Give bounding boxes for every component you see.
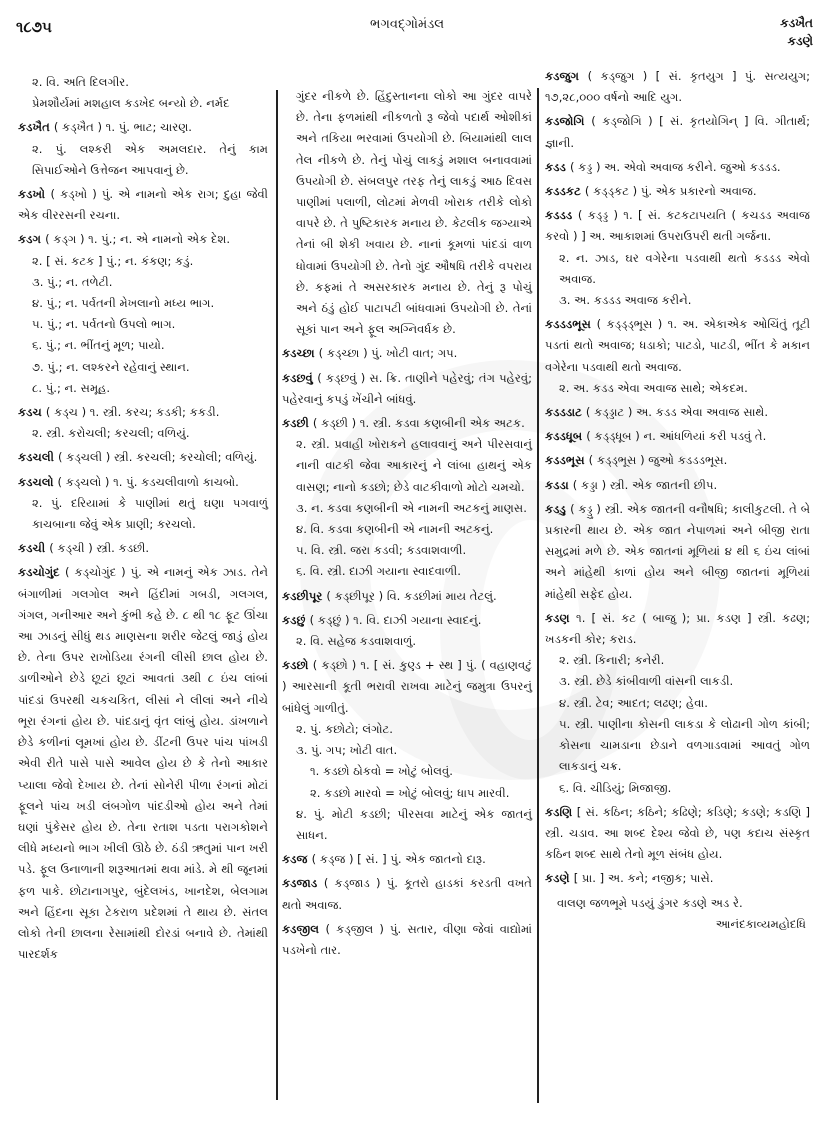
dictionary-entry bbox=[18, 447, 268, 468]
headword: કડછીપૂર bbox=[282, 588, 327, 603]
column-left bbox=[18, 72, 268, 968]
sense-line: ૮. પું.; ન. સમૂહ. bbox=[32, 380, 111, 395]
sense-line: ૨. કડછો મારવો = ખોટું બોલવું; ધાપ મારવી. bbox=[310, 785, 510, 800]
column-divider-left bbox=[276, 90, 278, 1100]
entry-first-line bbox=[18, 402, 268, 423]
dictionary-entry bbox=[545, 450, 810, 471]
definition-text: ( કડ્ડ ) અ. એવો અવાજ કરીને. જુઓ કડડડ. bbox=[569, 159, 781, 174]
entry-first-line bbox=[282, 368, 532, 410]
headword: કડછવું bbox=[282, 370, 318, 385]
sense-line: ૨. અ. કડડ એવા અવાજ સાથે; એકદમ. bbox=[559, 380, 748, 395]
entry-first-line bbox=[18, 538, 268, 559]
dictionary-entry bbox=[282, 655, 532, 846]
entry-first-line bbox=[545, 402, 810, 423]
column-divider-right bbox=[537, 88, 539, 1103]
sense-line: ૫. સ્ત્રી. પાણીના કોસની લાકડા કે લોઢાની ગોળ કાંબી; કોસના ચામડાના છેડાને વળગાડવામાં આવતું ગોળ લાકડાનું ચક્ર. bbox=[559, 716, 810, 774]
sense-line: ૩. પું. ગપ; ખોટી વાત. bbox=[296, 743, 398, 758]
headword: કડખો bbox=[18, 187, 51, 202]
definition-text: ( કડ્ડ્ડ ) ૧. [ સં. કટકટાપયતિ ( કચડડ અવાજ કરવો ) ] અ. આકાશમાં ઉપરાઉપરી થતી ગર્જના. bbox=[545, 208, 810, 244]
sense-line: ૨. પું. દરિયામાં કે પાણીમાં થતું ઘણા પગવાળું કાચબાના જેવું એક પ્રાણી; કરચલો. bbox=[32, 495, 268, 532]
sense-line: ૩. ન. કડવા કણબીની એ નામની અટકનું માણસ. bbox=[296, 500, 527, 515]
entry-first-line bbox=[18, 472, 268, 493]
entry-first-line bbox=[18, 562, 268, 965]
dictionary-entry bbox=[545, 402, 810, 423]
dictionary-entry bbox=[545, 868, 810, 889]
dictionary-entry bbox=[18, 184, 268, 226]
dictionary-entry bbox=[545, 314, 810, 399]
dictionary-entry bbox=[545, 157, 810, 178]
entry-first-line bbox=[282, 919, 532, 961]
sense-line: ૪. પું.; ન. પર્વતની મેખલાનો મધ્ય ભાગ. bbox=[32, 296, 215, 311]
dictionary-entry bbox=[18, 72, 268, 114]
headword: કડડા bbox=[545, 477, 573, 492]
headword: કડચી bbox=[18, 541, 50, 556]
headword: કડડભૂસ bbox=[545, 453, 589, 468]
sense-line: ૬. પું.; ન. ભીંતનું મૂળ; પાયો. bbox=[32, 338, 165, 353]
definition-text: ( કડ્ચલી ) સ્ત્રી. કરચલી; કરચોલી; વળિયું. bbox=[57, 450, 258, 465]
dictionary-entry bbox=[282, 368, 532, 410]
definition-text: ( કડ્છવું ) સ. ક્રિ. તાણીને પહેરવું; તંગ પહેરવું; પહેરવાનું કપડું ખેંચીને બાંધવું. bbox=[282, 370, 532, 406]
sense-line: ૬. વિ. સ્ત્રી. દાઝી ગયાના સ્વાદવાળી. bbox=[296, 564, 461, 579]
headword: કડછો bbox=[282, 658, 313, 673]
running-title: ભગવદ્ગોમંડલ bbox=[370, 17, 445, 32]
dictionary-entry bbox=[18, 117, 268, 181]
citation-quote: વાલણ જળભૂમે પડયું ડુંગર કડણે અડ રે. bbox=[557, 895, 743, 910]
dictionary-entry bbox=[282, 86, 532, 340]
headword: કડચ bbox=[18, 405, 46, 420]
entry-first-line bbox=[545, 802, 810, 866]
headword: કડણિ bbox=[545, 804, 577, 819]
entry-first-line bbox=[18, 229, 268, 250]
guide-word-first: કડખૈત bbox=[780, 16, 813, 30]
sense-line: ૩. પું.; ન. તળેટી. bbox=[32, 274, 113, 289]
definition-text: ( કડ્જાડ ) પું. કૂતરો હાડકાં કરડતી વખતે થતો અવાજ. bbox=[282, 876, 532, 912]
entry-first-line bbox=[282, 849, 532, 870]
headword: કડછું bbox=[282, 612, 310, 627]
sense-line: ૪. પું. મોટી કડછી; પીરસવા માટેનું એક જાતનું સાધન. bbox=[296, 806, 532, 842]
entry-first-line bbox=[282, 343, 532, 364]
entry-first-line bbox=[545, 868, 810, 889]
dictionary-entry bbox=[545, 205, 810, 311]
definition-text: ( કડ્જુગ ) [ સં. કૃતયુગ ] પું. સત્યયુગ; ૧૭,૨૮,૦૦૦ વર્ષનો આદિ યુગ. bbox=[545, 69, 810, 105]
headword: કડજોગિ bbox=[545, 114, 592, 129]
entry-first-line bbox=[18, 117, 268, 138]
headword: કડચલી bbox=[18, 450, 58, 465]
definition-text: ( કડ્છીપૂર ) વિ. કડછીમાં માય તેટલું. bbox=[326, 588, 497, 603]
guide-words bbox=[780, 14, 813, 50]
column-right bbox=[545, 66, 810, 935]
definition-text: ( કડ્ડ્ભૂસ ) જુઓ કડડડભૂસ. bbox=[588, 453, 728, 468]
entry-first-line bbox=[18, 447, 268, 468]
page-number: ૧૮૭૫ bbox=[16, 18, 52, 36]
headword: કડખૈત bbox=[18, 120, 54, 135]
definition-text: [ પ્રા. ] અ. કને; નજીક; પાસે. bbox=[573, 871, 714, 886]
definition-text: ( કડ્જીલ ) પું. સતાર, વીણા જેવાં વાદ્યોમાં પડખેનો તાર. bbox=[282, 921, 532, 957]
sense-line: ૨. સ્ત્રી. કરોચલી; કરચલી; વળિયું. bbox=[32, 426, 190, 441]
headword: કડગ bbox=[18, 232, 46, 247]
sense-line: ૫. પું.; ન. પર્વતનો ઉપલો ભાગ. bbox=[32, 317, 176, 332]
headword: કડડડાટ bbox=[545, 405, 586, 420]
page-header bbox=[0, 0, 825, 56]
dictionary-entry bbox=[545, 111, 810, 153]
definition-text: [ સં. કઠિન; કઠિને; કઢિણે; કડિણે; કડણે; કડણિ ] સ્ત્રી. ચડાવ. આ શબ્દ દેશ્ય જેવો છે, પણ કદાચ સંસ્કૃત કઠિન શબ્દ સાથે તેનો મૂળ સંબંધ હોય. bbox=[545, 804, 810, 862]
headword: કડચોગુંદ bbox=[18, 565, 65, 580]
dictionary-entry bbox=[282, 586, 532, 607]
sense-line: ૨. પું. લશ્કરી એક અમલદાર. તેનું કામ સિપાઈઓને ઉત્તેજન આપવાનું છે. bbox=[32, 141, 268, 177]
dictionary-entry bbox=[545, 181, 810, 202]
sense-line: ૨. [ સં. કટક ] પું.; ન. કંકણ; કડું. bbox=[32, 253, 194, 268]
entry-first-line bbox=[545, 499, 810, 605]
entry-first-line bbox=[545, 205, 810, 247]
headword: કડજાડ bbox=[282, 876, 324, 891]
entry-first-line bbox=[282, 586, 532, 607]
headword: કડડડભૂસ bbox=[545, 317, 597, 332]
sense-line: ૧. કડછો ઠોકવો = ખોટું બોલવું. bbox=[310, 764, 453, 779]
entry-first-line bbox=[545, 111, 810, 153]
headword: કડડધૂબ bbox=[545, 429, 587, 444]
definition-text: ( કડ્ખો ) પું. એ નામનો એક રાગ; દુહા જેવી એક વીરરસની રચના. bbox=[18, 187, 269, 223]
definition-text: ( કડ્ચ્છા ) પું. ખોટી વાત; ગપ. bbox=[318, 346, 458, 361]
citation-source: આનંદકાવ્યમહોદધિ bbox=[715, 916, 806, 931]
entry-first-line bbox=[545, 66, 810, 108]
sense-line: ૩. સ્ત્રી. છેડે કાંબીવાળી વાંસની લાકડી. bbox=[559, 674, 734, 689]
headword: કડચ્છા bbox=[282, 346, 319, 361]
definition-text: ( કડ્ડ્ડાટ ) અ. કડડ એવા અવાજ સાથે. bbox=[585, 405, 769, 420]
dictionary-entry bbox=[282, 343, 532, 364]
headword: કડચલો bbox=[18, 474, 58, 489]
headword: કડછી bbox=[282, 416, 313, 431]
dictionary-entry bbox=[282, 849, 532, 870]
definition-text: ( કડ્ડ્કટ ) પું. એક પ્રકારનો અવાજ. bbox=[584, 184, 757, 199]
guide-word-last: કડણે bbox=[787, 34, 813, 48]
entry-first-line bbox=[545, 157, 810, 178]
definition-text: ( કડ્જોગિ ) [ સં. કૃતયોગિન્ ] વિ. ગીતાર્થ; જ્ઞાની. bbox=[545, 114, 810, 150]
dictionary-entry bbox=[545, 499, 810, 605]
headword: કડણ bbox=[545, 610, 577, 625]
definition-text: ( કડ્ખૈત ) ૧. પું. ભાટ; ચારણ. bbox=[53, 120, 192, 135]
definition-text: ( કડ્ડા ) સ્ત્રી. એક જાતની છીપ. bbox=[572, 477, 718, 492]
definition-text: ( કડ્ચલો ) ૧. પું. કડચલીવાળો કાચબો. bbox=[57, 474, 239, 489]
sense-line: ૨. પું. કછોટો; લંગોટ. bbox=[296, 721, 393, 736]
dictionary-entry bbox=[18, 538, 268, 559]
entry-first-line bbox=[545, 608, 810, 650]
definition-text: ( કડ્છો ) ૧. [ સં. કુણ્ડ + સ્થ ] પું. ( વહાણવટું ) આરસાની કૂતી ભરાવી રાખવા માટેનું જમુત્રા ઉપરનું બાંધેલું ગાળીતું. bbox=[282, 658, 532, 715]
sense-line: ૨. સ્ત્રી. કિનારી; કનેરી. bbox=[559, 653, 665, 668]
dictionary-entry bbox=[545, 475, 810, 496]
sense-line: ૪. સ્ત્રી. ટેવ; આદત; લઢણ; હેવા. bbox=[559, 695, 708, 710]
headword: કડડુ bbox=[545, 501, 571, 516]
entry-first-line bbox=[282, 655, 532, 719]
definition-text: ( કડ્છી ) ૧. સ્ત્રી. કડવા કણબીની એક અટક. bbox=[312, 416, 525, 431]
definition-text: ૧. [ સં. કટ ( બાજુ ); પ્રા. કડણ ] સ્ત્રી. કઢણ; ખડકની કોર; કરાડ. bbox=[545, 610, 810, 647]
dictionary-entry bbox=[545, 802, 810, 866]
headword: કડડકટ bbox=[545, 184, 585, 199]
sense-line: ૩. અ. કડડડ અવાજ કરીને. bbox=[559, 293, 692, 308]
definition-text: ( કડ્ચોગુંદ ) પું. એ નામનું એક ઝાડ. તેને બંગાળીમાં ગલગોલ અને હિંદીમાં ગબડી, ગલગલ, ગંગલ, ગનીઆર અને કુંભી કહે છે. ૮ થી ૧૮ ફૂટ ઊંચા આ ઝાડનું સીધું થડ માણસના શરીર જેટલું જાડું હોય છે. તેના ઉપર રાખોડિયા રંગની લીસી છાલ હોય છે. ડાળીઓને છેડે છૂટાં છૂટાં આવતાં ૩થી ૮ ઇંચ લાંબાં પાંદડાં ઉપરથી ચકચકિત, લીસાં ને લીલાં અને નીચે ભૂરા રંગનાં હોય છે. પાંદડાનું વૃંત લાંબું હોય. ડાંખળાને છેડે કળીનાં લૂમખાં હોય છે. ડીંટની ઉપર પાંચ પાંખડી એવી રીતે પાસે પાસે આવેલ હોય છે કે તેનો આકાર પ્યાલા જેવો દેખાય છે. તેનાં સોનેરી પીળા રંગનાં મોટાં ફૂલને પાંચ ખડી લંબગોળ પાંદડીઓ હોય અને તેમાં ઘણાં પુંકેસર હોય છે. તેના રતાશ પડતા પરાગકોશને લીધે મધ્યનો ભાગ ખીલી ઊઠે છે. ઠંડી ઋતુમાં પાન ખરી પડે. ફૂલ ઉનાળાની શરૂઆતમાં થવા માંડે. મે થી જૂનમાં ફળ પાકે. છોટાનાગપુર, બુંદેલખંડ, ખાનદેશ, બેલગામ અને હિંદના સૂકા ટેકરાળ પ્રદેશમાં તે થાય છે. સંતલ લોકો તેની છાલના રેસામાંથી દોરડાં બનાવે છે. તેમાંથી પારદર્શક bbox=[18, 565, 268, 962]
entry-first-line bbox=[545, 475, 810, 496]
headword: કડડડ bbox=[545, 208, 578, 223]
sense-line: ૪. વિ. કડવા કણબીની એ નામની અટકનું. bbox=[296, 522, 494, 537]
definition-text: ( કડ્છું ) ૧. વિ. દાઝી ગયાના સ્વાદનું. bbox=[309, 612, 482, 627]
sense-line: ૭. પું.; ન. લશ્કરને રહેવાનું સ્થાન. bbox=[32, 359, 190, 374]
dictionary-entry bbox=[545, 66, 810, 108]
definition-text: ( કડ્ડ્ડ્ભૂસ ) ૧. અ. એકાએક ઓચિંતું તૂટી પડતાં થતો અવાજ; ધડાકો; પાટડો, પાટડી, ભીંત કે મકાન વગેરેના પડવાથી થતો અવાજ. bbox=[545, 317, 811, 374]
sense-line: ૫. વિ. સ્ત્રી. જરા કડવી; કડવાશવાળી. bbox=[296, 543, 467, 558]
entry-first-line bbox=[282, 873, 532, 915]
sense-line: ૨. સ્ત્રી. પ્રવાહી ખોરાકને હલાવવાનું અને પીરસવાનું નાની વાટકી જેવા આકારનું ને લાંબા હાથનું એક વાસણ; નાનો કડછો; છેડે વાટકીવાળો મોટો ચમચો. bbox=[296, 437, 532, 494]
sense-line: ૨. વિ. સહેજ કડવાશવાળું. bbox=[296, 634, 417, 649]
headword: કડજ bbox=[282, 852, 312, 867]
headword: કડજીલ bbox=[282, 921, 326, 936]
headword: કડજુગ bbox=[545, 69, 588, 83]
dictionary-entry bbox=[282, 610, 532, 652]
definition-text: ( કડ્ડુ ) સ્ત્રી. એક જાતની વનૌષધિ; કાલીકુટલી. તે બે પ્રકારની થાય છે. એક જાત નેપાળમાં અને બીજી રાતા સમુદ્રમાં મળે છે. એક જાતનાં મૂળિયાં ૪ થી ૬ ઇંચ લાંબાં અને માંહેથી કાળાં હોય અને બીજી જાતનાં મૂળિયાં માંહેથી સફેદ હોય. bbox=[545, 501, 810, 601]
entry-first-line bbox=[545, 314, 810, 378]
definition-text: ( કડ્જ ) [ સં. ] પું. એક જાતનો દારૂ. bbox=[311, 852, 486, 867]
entry-first-line bbox=[282, 610, 532, 631]
sense-line: ગુંદર નીકળે છે. હિંદુસ્તાનના લોકો આ ગુંદર વાપરે છે. તેના ફળમાંથી નીકળતો રૂ જેવો પદાર્થ ઓશીકાં અને તકિયા ભરવામાં ઉપયોગી છે. બિયામાંથી લાલ તેલ નીકળે છે. તેનું પોચું લાકડું મશાલ બનાવવામાં ઉપયોગી છે. સંબલપુર તરફ તેનું લાકડું આઠ દિવસ પાણીમાં પલાળી, લોટમાં મેળવી ખોરાક તરીકે લોકો વાપરે છે. તે પુષ્ટિકારક મનાય છે. કેટલીક જગ્યાએ તેનાં બી શેકી ખવાય છે. નાનાં કૂમળાં પાંદડાં વાળ ધોવામાં ઉપયોગી છે. તેનો ગુંદ ઔષધિ તરીકે વપરાય છે. કફમાં તે અસરકારક મનાય છે. તેનું રૂ પોચું અને ઠંડું હોઈ પાટાપટી બાંધવામાં ઉપયોગી છે. તેનાં સૂકાં પાન અને ફૂલ અગ્નિવર્ધક છે. bbox=[296, 89, 532, 337]
dictionary-entry bbox=[545, 608, 810, 799]
dictionary-entry bbox=[282, 413, 532, 583]
dictionary-entry bbox=[282, 919, 532, 961]
entry-first-line bbox=[18, 184, 268, 226]
dictionary-entry bbox=[545, 426, 810, 447]
entry-first-line bbox=[282, 413, 532, 434]
dictionary-entry bbox=[18, 229, 268, 399]
entry-first-line bbox=[545, 450, 810, 471]
headword: કડણે bbox=[545, 871, 574, 886]
definition-text: ( કડ્ચ ) ૧. સ્ત્રી. કરચ; કડકી; કકડી. bbox=[45, 405, 220, 420]
dictionary-entry bbox=[18, 562, 268, 965]
definition-text: ( કડ્ગ ) ૧. પું.; ન. એ નામનો એક દેશ. bbox=[45, 232, 231, 247]
column-middle bbox=[282, 86, 532, 964]
definition-text: ( કડ્ડ્ધૂબ ) ન. આંધળિયાં કરી પડવું તે. bbox=[586, 429, 767, 444]
definition-text: ( કડ્ચી ) સ્ત્રી. કડછી. bbox=[49, 541, 150, 556]
headword: કડડ bbox=[545, 159, 570, 174]
entry-first-line bbox=[545, 426, 810, 447]
dictionary-entry bbox=[282, 873, 532, 915]
entry-first-line bbox=[545, 181, 810, 202]
sense-line: ૨. વિ. અતિ દિલગીર. bbox=[32, 75, 129, 89]
dictionary-entry bbox=[18, 402, 268, 444]
sense-line: ૨. ન. ઝાડ, ઘર વગેરેના પડવાથી થતો કડડડ એવો અવાજ. bbox=[559, 250, 810, 286]
dictionary-entry bbox=[18, 472, 268, 536]
sense-line: ૬. વિ. ચીડિયું; મિજાજી. bbox=[559, 780, 672, 795]
sense-line: પ્રેમશૌર્યમાં મશહાલ કડખેદ બન્યો છે. નર્મદ bbox=[32, 96, 230, 111]
